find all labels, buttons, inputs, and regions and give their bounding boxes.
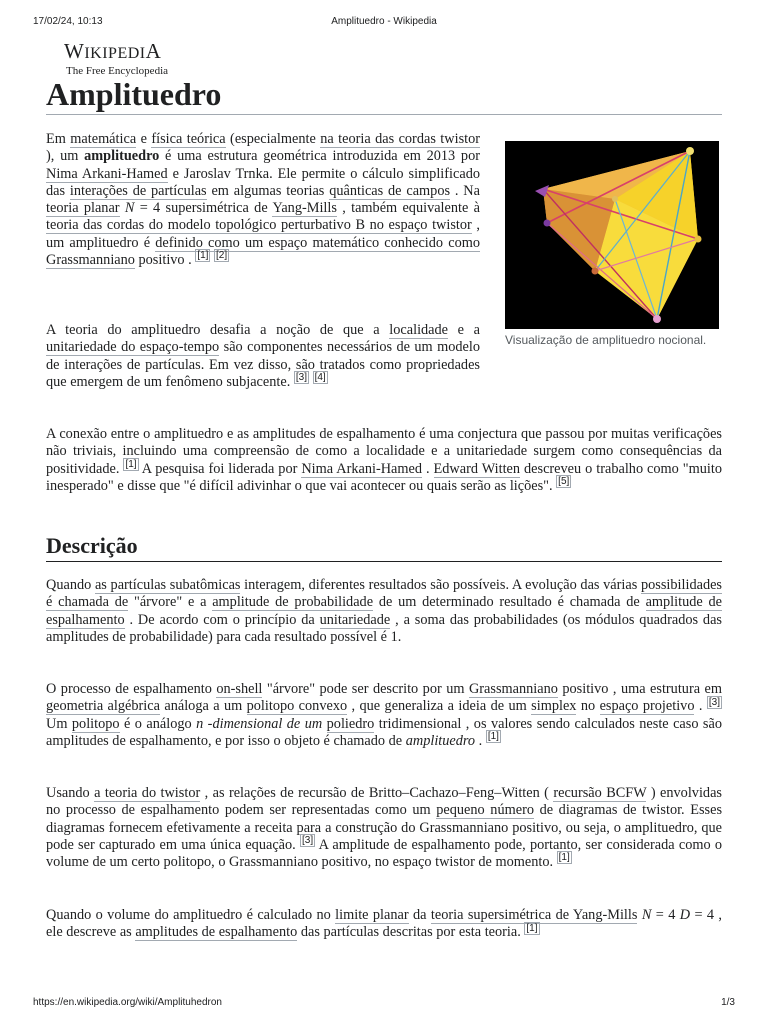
italic-text: D <box>679 907 691 923</box>
text-run: , a soma das probabilidades (os módulos quadrados das amplitudes de probabilidade) para cada resultado possível é 1. <box>46 611 722 645</box>
text-run: , também equivalente à <box>336 200 480 217</box>
text-run: . <box>475 732 486 749</box>
text-run: é uma estrutura geométrica introduzida em 2013 por <box>159 148 480 165</box>
paragraph-conjecture <box>46 426 722 495</box>
article-link[interactable]: Grassmanniano <box>468 681 558 697</box>
text-run: Em <box>46 131 71 147</box>
print-datetime: 17/02/24, 10:13 <box>33 16 103 27</box>
wikipedia-wordmark <box>64 40 168 65</box>
italic-text: N <box>641 907 652 923</box>
article-link[interactable]: politopo <box>71 715 120 732</box>
article-link[interactable]: teoria supersimétrica de Yang-Mills <box>430 907 638 923</box>
article-link[interactable]: espaço projetivo <box>599 698 695 715</box>
text-run: "árvore" pode ser descrito por um <box>262 681 469 697</box>
article-link[interactable]: Nima Arkani-Hamed <box>301 460 423 477</box>
article-link[interactable]: as partículas subatômicas <box>94 577 241 593</box>
text-run: "árvore" e a <box>128 594 213 611</box>
title-divider <box>46 114 722 115</box>
print-page-title: Amplituedro - Wikipedia <box>331 16 437 27</box>
text-run: = 4 supersimétrica de <box>134 200 273 217</box>
article-link[interactable]: possibilidades é chamada de <box>46 577 722 611</box>
citation-ref[interactable]: [1] <box>197 250 209 262</box>
text-run: . De acordo com o princípio da <box>124 611 320 628</box>
text-run: . Na <box>450 182 480 199</box>
article-link[interactable]: amplitudes de espalhamento <box>135 924 298 941</box>
text-run: tridimensional , os valores sendo calculados neste caso são amplitudes de espalhamento, e por isso o objeto é chamado de <box>46 715 722 749</box>
print-footer <box>0 997 768 1011</box>
article-link[interactable]: matemática <box>70 131 137 147</box>
wikipedia-logo[interactable] <box>64 40 168 77</box>
article-link[interactable]: amplitude de espalhamento <box>46 594 723 628</box>
text-run: = 4 <box>651 907 680 923</box>
italic-text: amplituedro <box>405 732 476 749</box>
citation-ref[interactable]: [3] <box>708 696 720 708</box>
article-link[interactable]: pequeno número <box>436 802 534 819</box>
text-run: A teoria do amplituedro desafia a noção de que a <box>46 322 390 338</box>
wordmark-final: A <box>145 39 162 63</box>
article-link[interactable]: interações de partículas <box>69 182 207 199</box>
text-run: , um amplituedro é <box>46 217 480 251</box>
text-run: interagem, diferentes resultados são possíveis. A evolução das várias <box>240 577 641 593</box>
article-link[interactable]: limite planar <box>335 907 409 923</box>
paragraph-description-1 <box>46 577 722 646</box>
text-run <box>322 716 326 732</box>
citation-ref[interactable]: [1] <box>487 731 499 743</box>
article-link[interactable]: amplitude de probabilidade <box>212 594 374 611</box>
paragraph-description-3 <box>46 785 722 871</box>
article-link[interactable]: unitariedade <box>319 611 391 628</box>
text-run: das partículas descritas por esta teoria. <box>297 924 525 941</box>
paragraph-intro <box>46 131 480 269</box>
wordmark-initial: W <box>64 39 85 63</box>
article-link[interactable]: localidade <box>389 322 449 338</box>
article-link[interactable]: Nima Arkani-Hamed <box>46 165 168 182</box>
text-run: = 4 , ele descreve as <box>46 907 722 941</box>
text-run: ), um <box>46 148 85 165</box>
paragraph-description-2 <box>46 681 722 750</box>
paragraph-description-4 <box>46 907 722 942</box>
text-run: , que generaliza a ideia de um <box>347 698 532 715</box>
article-link[interactable]: teoria planar <box>46 200 120 217</box>
text-run: de diagramas de twistor. Esses diagramas fornecem efetivamente a receita para a construção do Grassmanniano positivo, ou seja, o amplituedro, que pode ser capturado em uma única equação. <box>46 802 723 853</box>
citation-ref[interactable]: [3] <box>301 835 314 847</box>
text-run: análoga a um <box>159 698 247 715</box>
text-run: descreveu o trabalho como "muito inesperado" e disse que "é difícil adivinhar o que vai acontecer ou quais serão as lições". <box>46 460 722 494</box>
text-run: são componentes necessários de um modelo de interações de partículas. Em vez disso, são tratados como propriedades que emergem de um fenômeno subjacente. <box>46 339 480 390</box>
wordmark-middle: IKIPEDI <box>84 45 146 62</box>
amplituhedron-image[interactable] <box>505 141 719 329</box>
text-run: (especialmente <box>225 131 321 147</box>
article-link[interactable]: física teórica <box>151 131 226 147</box>
article-link[interactable]: poliedro <box>326 715 375 732</box>
text-run: Quando o volume do amplituedro é calculado no <box>46 907 336 923</box>
article-link[interactable]: on-shell <box>216 681 263 697</box>
text-run: Um <box>46 715 72 732</box>
text-run: em algumas teorias <box>206 182 330 199</box>
article-link[interactable]: recursão BCFW <box>553 785 647 801</box>
text-run: positivo , uma estrutura em <box>557 681 723 697</box>
citation-ref[interactable]: [2] <box>216 250 228 262</box>
italic-text: N <box>124 200 135 217</box>
article-link[interactable]: geometria algébrica <box>46 698 160 715</box>
article-link[interactable]: unitariedade do espaço-tempo <box>46 339 220 356</box>
article-link[interactable]: na teoria das cordas twistor <box>320 131 481 147</box>
article-link[interactable]: definido como um espaço matemático conhecido como Grassmanniano <box>46 234 480 269</box>
text-run: Quando <box>46 577 95 593</box>
text-run: ) envolvidas no processo de espalhamento podem ser representadas como um <box>46 785 722 819</box>
citation-ref[interactable]: [1] <box>125 458 137 470</box>
text-run: é o análogo <box>119 715 197 732</box>
print-page-number: 1/3 <box>721 997 735 1008</box>
print-url[interactable]: https://en.wikipedia.org/wiki/Amplituhedron <box>33 997 222 1008</box>
text-run: da <box>408 907 431 923</box>
citation-ref[interactable]: [5] <box>558 476 570 488</box>
section-divider <box>46 561 722 562</box>
text-run: e <box>136 131 152 147</box>
text-run: de um determinado resultado é chamada de <box>373 594 646 611</box>
citation-ref[interactable]: [1] <box>526 922 538 934</box>
article-link[interactable]: simplex <box>531 698 577 715</box>
text-run: A conexão entre o amplituedro e as amplitudes de espalhamento é uma conjectura que passou por muitas verificações não triviais, incluindo uma compreensão de como a localidade e a unitariedade surgem como consequências da positividade. <box>46 426 722 477</box>
section-heading-descricao: Descrição <box>46 533 138 558</box>
text-run: Usando <box>46 785 95 801</box>
text-run: O processo de espalhamento <box>46 681 217 697</box>
text-run: , as relações de recursão de Britto–Cachazo–Feng–Witten ( <box>200 785 554 801</box>
infobox <box>505 141 719 349</box>
text-run: A pesquisa foi liderada por <box>138 460 302 477</box>
article-link[interactable]: quânticas de campos <box>329 182 451 199</box>
text-run: . <box>422 460 434 477</box>
article-link[interactable]: politopo convexo <box>246 698 348 715</box>
print-header <box>0 16 768 30</box>
text-run: e a <box>448 322 480 338</box>
text-run: no <box>576 698 600 715</box>
article-link[interactable]: a teoria do twistor <box>94 785 201 801</box>
article-link[interactable]: teoria das cordas do modelo topológico perturbativo B no espaço twistor <box>46 217 472 234</box>
text-run: positivo . <box>134 252 196 269</box>
citation-ref[interactable]: [4] <box>314 372 326 384</box>
wikipedia-tagline: The Free Encyclopedia <box>66 65 169 77</box>
image-caption: Visualização de amplituedro nocional. <box>505 333 707 347</box>
page-title: Amplituedro <box>46 76 222 112</box>
citation-ref[interactable]: [1] <box>558 852 570 864</box>
text-run: . <box>694 698 707 715</box>
text-run: A amplitude de espalhamento pode, portanto, ser considerada como o volume de um certo politopo, o Grassmanniano positivo, no espaço twistor de momento. <box>46 836 723 871</box>
text-run: e Jaroslav Trnka. Ele permite o cálculo simplificado das <box>46 165 480 199</box>
article-link[interactable]: Edward Witten <box>433 460 521 477</box>
article-link[interactable]: Yang-Mills <box>272 200 337 217</box>
italic-text: n -dimensional de um <box>196 715 323 732</box>
citation-ref[interactable]: [3] <box>295 372 307 384</box>
bold-term: amplituedro <box>84 148 160 165</box>
paragraph-locality <box>46 322 480 391</box>
